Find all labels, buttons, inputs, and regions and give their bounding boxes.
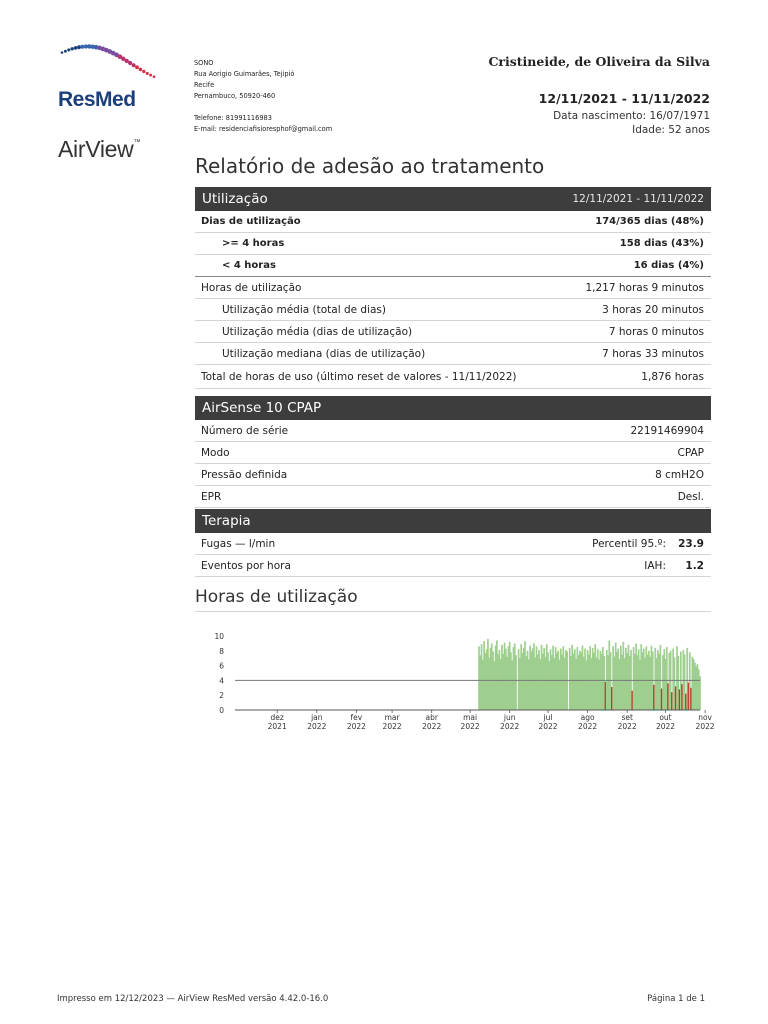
row-value: 1,876 horas <box>641 370 704 383</box>
usage-row-median-days-used <box>195 343 711 365</box>
row-label: Fugas — l/min <box>201 537 276 550</box>
usage-row-over-4h <box>195 233 711 255</box>
x-tick-year-label: 2021 <box>267 722 287 731</box>
report-title: Relatório de adesão ao tratamento <box>195 154 545 178</box>
usage-row-total-hours <box>195 365 711 389</box>
usage-hours-chart <box>195 622 715 740</box>
logo-dot <box>80 45 84 49</box>
clinic-info <box>194 58 332 135</box>
row-value: 174/365 dias (48%) <box>595 216 704 227</box>
x-tick-year-label: 2022 <box>695 722 715 731</box>
usage-section <box>195 187 711 389</box>
section-divider <box>195 611 711 612</box>
device-row-mode <box>195 442 711 464</box>
x-tick-year-label: 2022 <box>617 722 637 731</box>
logo-dot <box>135 65 139 69</box>
y-tick-label: 4 <box>219 676 224 686</box>
x-tick-month-label: ago <box>580 713 595 722</box>
row-value: 23.9 <box>678 537 704 550</box>
airview-logo-text: AirView <box>58 136 134 162</box>
usage-row-days-used <box>195 211 711 233</box>
y-tick-label: 10 <box>214 632 224 641</box>
device-row-epr <box>195 486 711 508</box>
x-tick-month-label: dez <box>270 713 284 722</box>
x-tick-month-label: abr <box>425 713 438 722</box>
row-value: 3 horas 20 minutos <box>602 303 704 316</box>
row-label: Utilização média (total de dias) <box>222 303 387 316</box>
row-label: EPR <box>201 490 222 503</box>
row-metric: IAH: <box>644 559 666 572</box>
footer-page-number: Página 1 de 1 <box>647 994 705 1004</box>
airview-logo <box>58 136 140 163</box>
x-tick-year-label: 2022 <box>578 722 598 731</box>
logo-dot <box>74 46 78 50</box>
row-label: Utilização mediana (dias de utilização) <box>222 347 426 360</box>
row-value-group <box>644 560 704 572</box>
clinic-phone: Telefone: 81991116983 <box>194 114 272 122</box>
row-value: 22191469904 <box>630 424 704 437</box>
therapy-section-header <box>195 509 711 533</box>
patient-info <box>488 54 710 136</box>
x-tick-month-label: nov <box>698 713 712 722</box>
row-value: 1.2 <box>685 559 704 572</box>
row-label: Total de horas de uso (último reset de valores - 11/11/2022) <box>201 370 517 383</box>
row-value: 158 dias (43%) <box>619 238 704 249</box>
row-label: Utilização média (dias de utilização) <box>222 325 413 338</box>
row-label: Eventos por hora <box>201 559 291 572</box>
row-metric: Percentil 95.º: <box>592 537 666 550</box>
row-value: 7 horas 33 minutos <box>602 347 704 360</box>
clinic-address-line-3: Pernambuco, 50920-460 <box>194 92 276 100</box>
logo-dot <box>149 74 152 77</box>
x-tick-year-label: 2022 <box>460 722 480 731</box>
usage-section-date-range: 12/11/2021 - 11/11/2022 <box>572 193 704 205</box>
usage-section-title: Utilização <box>202 191 268 207</box>
clinic-address-line-1: Rua Aorigio Guimarães, Tejipió <box>194 70 295 78</box>
x-tick-month-label: jun <box>503 713 516 722</box>
y-tick-label: 2 <box>219 691 224 701</box>
usage-row-under-4h <box>195 255 711 277</box>
report-date-range: 12/11/2021 - 11/11/2022 <box>538 91 710 106</box>
device-row-pressure <box>195 464 711 486</box>
therapy-row-leaks <box>195 533 711 555</box>
x-tick-year-label: 2022 <box>346 722 366 731</box>
x-tick-year-label: 2022 <box>538 722 558 731</box>
x-tick-month-label: jul <box>543 713 553 722</box>
logo-dot <box>67 48 70 51</box>
row-label: Modo <box>201 446 230 459</box>
x-tick-year-label: 2022 <box>500 722 520 731</box>
row-label: Horas de utilização <box>201 281 302 294</box>
logo-dot <box>128 61 132 65</box>
row-value: 8 cmH2O <box>655 468 704 481</box>
patient-age: Idade: 52 anos <box>632 124 710 136</box>
logo-dot <box>139 68 143 72</box>
y-tick-label: 8 <box>219 646 224 656</box>
usage-bar <box>515 655 517 710</box>
clinic-address-line-2: Recife <box>194 81 215 89</box>
row-value: 7 horas 0 minutos <box>608 325 704 338</box>
clinic-name: SONO <box>194 59 214 67</box>
x-tick-month-label: jan <box>311 713 323 722</box>
device-row-serial <box>195 420 711 442</box>
usage-bar <box>699 676 701 710</box>
resmed-logo-text: ResMed <box>58 88 136 111</box>
row-label: Pressão definida <box>201 468 288 481</box>
logo-dot <box>77 45 81 49</box>
x-tick-year-label: 2022 <box>307 722 327 731</box>
row-label: Dias de utilização <box>201 216 301 227</box>
x-tick-month-label: fev <box>350 713 363 722</box>
row-value-group <box>592 538 704 550</box>
clinic-email: E-mail: residenciafisioresphof@gmail.com <box>194 125 333 133</box>
footer-printed-info: Impresso em 12/12/2023 — AirView ResMed versão 4.42.0-16.0 <box>57 994 329 1004</box>
trademark-symbol: ™ <box>133 139 141 147</box>
logo-dot <box>61 51 64 54</box>
row-label: < 4 horas <box>222 260 276 271</box>
therapy-section <box>195 509 711 577</box>
patient-birth-date: Data nascimento: 16/07/1971 <box>553 110 710 122</box>
therapy-section-title: Terapia <box>202 513 251 529</box>
usage-row-avg-total-days <box>195 299 711 321</box>
y-tick-label: 0 <box>219 706 224 715</box>
device-section-header <box>195 396 711 420</box>
therapy-row-events <box>195 555 711 577</box>
row-label: >= 4 horas <box>222 238 285 249</box>
usage-row-hours-used <box>195 277 711 299</box>
logo-dot <box>153 75 156 78</box>
row-label: Número de série <box>201 424 289 437</box>
row-value: 1,217 horas 9 minutos <box>585 281 704 294</box>
device-section-title: AirSense 10 CPAP <box>202 400 322 416</box>
x-tick-year-label: 2022 <box>655 722 676 731</box>
usage-section-header <box>195 187 711 211</box>
x-tick-month-label: mar <box>384 713 400 722</box>
row-value: Desl. <box>677 490 704 503</box>
x-tick-year-label: 2022 <box>422 722 442 731</box>
usage-row-avg-days-used <box>195 321 711 343</box>
device-section <box>195 396 711 508</box>
logo-dot <box>132 63 136 67</box>
patient-name: Cristineide, de Oliveira da Silva <box>488 54 710 69</box>
x-tick-month-label: set <box>621 713 633 722</box>
x-tick-month-label: mai <box>463 713 478 722</box>
y-tick-label: 6 <box>219 661 224 671</box>
logo-dot <box>71 47 74 50</box>
x-tick-year-label: 2022 <box>382 722 402 731</box>
row-value: CPAP <box>677 446 704 459</box>
resmed-logo-dots <box>56 38 160 84</box>
logo-dot <box>142 70 145 73</box>
logo-dot <box>64 50 67 53</box>
logo-dot <box>146 72 149 75</box>
row-value: 16 dias (4%) <box>633 260 704 271</box>
usage-chart-title: Horas de utilização <box>195 587 358 607</box>
x-tick-month-label: out <box>659 713 672 722</box>
